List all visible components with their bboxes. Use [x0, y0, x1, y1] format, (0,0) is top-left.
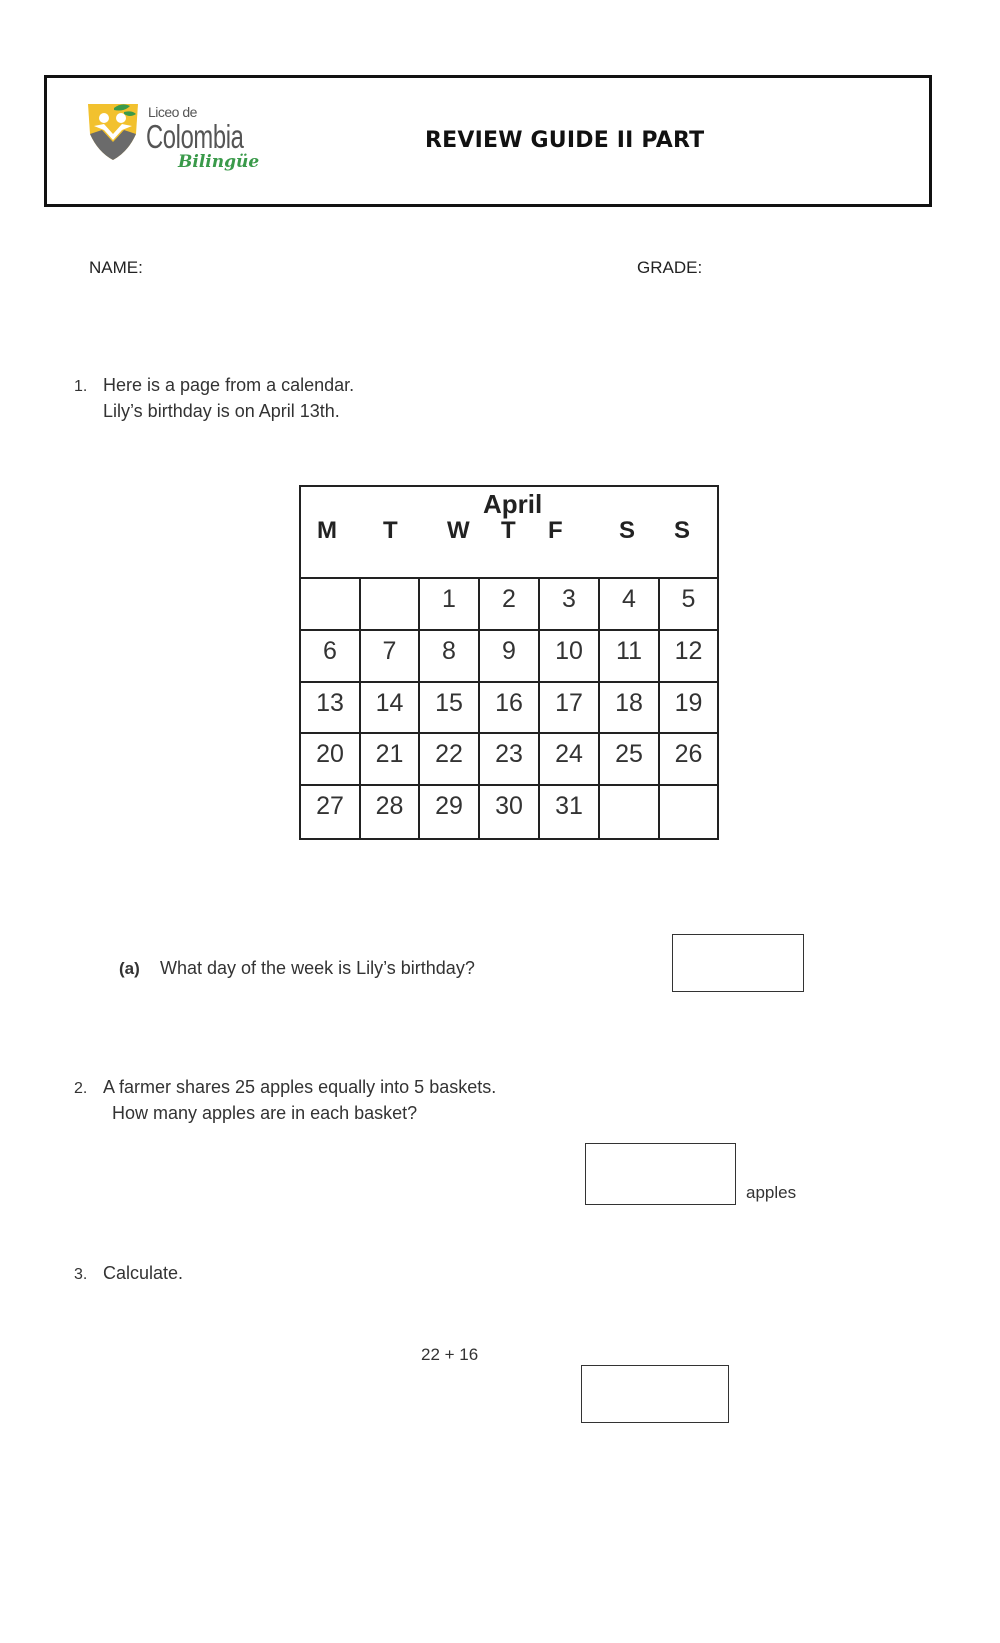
calendar-cell [600, 786, 660, 838]
calendar [299, 485, 719, 840]
calendar-cell: 25 [600, 734, 660, 786]
calendar-cell: 8 [420, 631, 480, 683]
part-a-label: (a) [119, 959, 140, 978]
calendar-cell: 16 [480, 683, 540, 735]
calendar-cell: 11 [600, 631, 660, 683]
calendar-cell: 2 [480, 579, 540, 631]
question-3-number: 3. [74, 1266, 88, 1283]
question-3-text: Calculate. [103, 1263, 184, 1283]
day-header-thu: T [501, 517, 516, 544]
calendar-cell: 5 [660, 579, 717, 631]
calendar-cell: 17 [540, 683, 600, 735]
calendar-cell: 10 [540, 631, 600, 683]
grade-label: GRADE: [637, 258, 703, 277]
calendar-cell: 28 [361, 786, 420, 838]
question-2-number: 2. [74, 1080, 88, 1097]
calendar-cell: 9 [480, 631, 540, 683]
calendar-cell: 24 [540, 734, 600, 786]
answer-box-question-2[interactable] [585, 1143, 736, 1205]
calendar-cell: 6 [301, 631, 361, 683]
calendar-cell: 18 [600, 683, 660, 735]
day-header-sat: S [619, 517, 636, 544]
day-header-sun: S [674, 517, 691, 544]
calendar-cell: 15 [420, 683, 480, 735]
answer-box-part-a[interactable] [672, 934, 804, 992]
calendar-cell: 29 [420, 786, 480, 838]
page-title: REVIEW GUIDE II PART [425, 128, 705, 153]
calendar-cell: 4 [600, 579, 660, 631]
part-a-question: What day of the week is Lily’s birthday? [160, 958, 475, 978]
logo-main-text: Colombia [146, 118, 244, 155]
calendar-cell: 20 [301, 734, 361, 786]
logo-script-text: Bilingüe [178, 152, 260, 172]
calendar-cell: 31 [540, 786, 600, 838]
day-header-fri: F [548, 517, 563, 544]
day-header-tue: T [383, 517, 398, 544]
calendar-header [301, 487, 717, 579]
calendar-cell [361, 579, 420, 631]
calendar-cell: 13 [301, 683, 361, 735]
question-1-line1: Here is a page from a calendar. [103, 375, 355, 395]
calendar-cell [301, 579, 361, 631]
calendar-cell: 14 [361, 683, 420, 735]
calendar-cell: 27 [301, 786, 361, 838]
calendar-cell: 22 [420, 734, 480, 786]
apples-unit-label: apples [746, 1183, 797, 1202]
name-label: NAME: [89, 258, 143, 277]
calendar-cell: 3 [540, 579, 600, 631]
calendar-cell: 21 [361, 734, 420, 786]
calendar-cell [660, 786, 717, 838]
calendar-cell: 23 [480, 734, 540, 786]
day-header-wed: W [447, 517, 470, 544]
calendar-grid [301, 579, 717, 838]
logo-top-text: Liceo de [148, 104, 197, 120]
question-2-line1: A farmer shares 25 apples equally into 5 baskets. [103, 1077, 497, 1097]
day-header-mon: M [317, 517, 337, 544]
school-logo-icon [84, 100, 142, 162]
calendar-cell: 19 [660, 683, 717, 735]
answer-box-question-3[interactable] [581, 1365, 729, 1423]
calculation-expression: 22 + 16 [421, 1345, 479, 1364]
calendar-cell: 30 [480, 786, 540, 838]
question-1-line2: Lily’s birthday is on April 13th. [103, 401, 340, 421]
question-1-number: 1. [74, 378, 88, 395]
calendar-month: April [483, 489, 543, 519]
question-2-line2: How many apples are in each basket? [112, 1103, 418, 1123]
calendar-cell: 26 [660, 734, 717, 786]
calendar-cell: 12 [660, 631, 717, 683]
calendar-cell: 7 [361, 631, 420, 683]
calendar-cell: 1 [420, 579, 480, 631]
